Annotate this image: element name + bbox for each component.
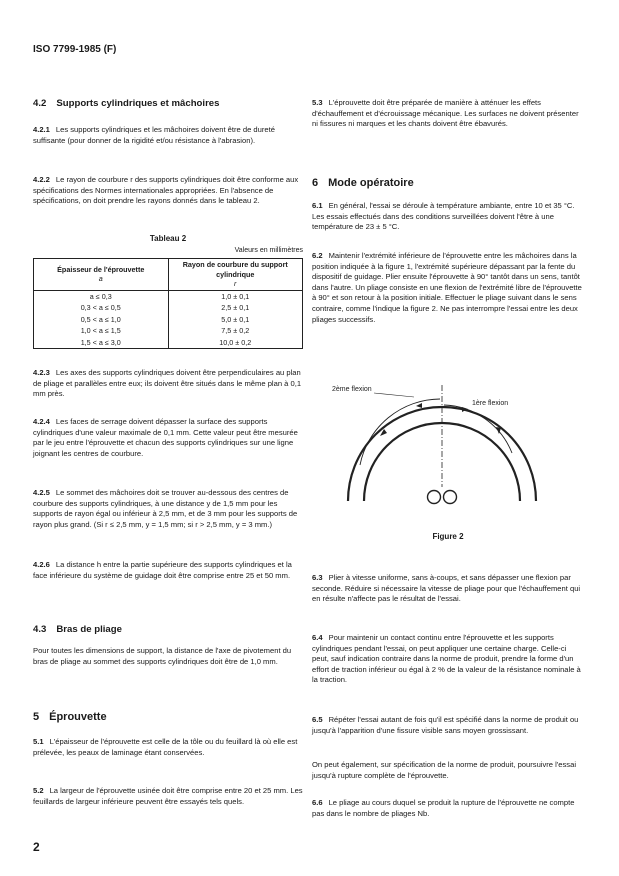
cell-thickness: 0,5 < a ≤ 1,0 — [34, 314, 169, 326]
table-row — [34, 314, 303, 326]
paragraph-5-1: 5.1 L'épaisseur de l'éprouvette est celle de la tôle ou du feuillard là où elle est prélevée, les peaux de laminage étant conservées. — [33, 737, 298, 757]
page-header: ISO 7799-1985 (F) — [33, 44, 117, 55]
table-row — [34, 337, 303, 349]
table-row — [34, 302, 303, 314]
table-2-grid — [33, 258, 303, 349]
paragraph-4-3: Pour toutes les dimensions de support, la distance de l'axe de pivotement du bras de pliage au sommet des supports cylindriques doit être de 1,0 mm. — [33, 646, 292, 666]
figure-2-caption: Figure 2 — [432, 532, 464, 541]
table-row — [34, 325, 303, 337]
paragraph-6-3: 6.3 Plier à vitesse uniforme, sans à-coups, et sans dépasser une flexion par seconde. Réduire si nécessaire la vitesse de pliage pour que l'échauffement qui en résulte n'affecte pas le résultat de l'essai. — [312, 573, 581, 604]
cell-radius: 2,5 ± 0,1 — [168, 302, 303, 314]
paragraph-4-2-4: 4.2.4 Les faces de serrage doivent dépasser la surface des supports cylindriques d'une valeur maximale de 0,1 mm. Cette valeur peut être mesurée par le jeu entre l'éprouvette et chacun des supports cylindriques sur une ligne joignant les centres de courbure. — [33, 417, 298, 458]
cell-thickness: 1,0 < a ≤ 1,5 — [34, 325, 169, 337]
paragraph-6-4: 6.4 Pour maintenir un contact continu entre l'éprouvette et les supports cylindriques pendant l'essai, on peut appliquer une certaine charge. Celle-ci peut, sauf indication contraire dans la norme de produit, prendre la forme d'un effort de traction inférieur ou égal à 2 % de la valeur de la résistance nominale à la traction. — [312, 633, 581, 685]
table-2-units: Valeurs en millimètres — [234, 247, 303, 254]
paragraph-6-1: 6.1 En général, l'essai se déroule à température ambiante, entre 10 et 35 °C. Les essais effectués dans des conditions surveillées doivent l'être à une température de 23 ± 5 °C. — [312, 201, 575, 232]
paragraph-5-3: 5.3 L'éprouvette doit être préparée de manière à atténuer les effets d'échauffement et d'écrouissage mécanique. Les surfaces ne doivent présenter ni fissures ni marques et les chants doivent être ébavurés. — [312, 98, 579, 129]
cell-radius: 5,0 ± 0,1 — [168, 314, 303, 326]
figure-2-diagram — [312, 375, 584, 525]
cell-radius: 10,0 ± 0,2 — [168, 337, 303, 349]
page-number: 2 — [33, 840, 40, 854]
paragraph-4-2-2: 4.2.2 Le rayon de courbure r des supports cylindriques doit être conforme aux spécifications des Normes internationales appropriées. En l'absence de spécifications, on doit prendre les rayons donnés dans le tableau 2. — [33, 175, 299, 206]
paragraph-5-2: 5.2 La largeur de l'éprouvette usinée doit être comprise entre 20 et 25 mm. Les feuillards de largeur inférieure peuvent être essayés tels quels. — [33, 786, 303, 806]
second-flexion-arrowhead-2 — [416, 403, 422, 408]
paragraph-6-5-note: On peut également, sur spécification de la norme de produit, poursuivre l'essai jusqu'à rupture complète de l'éprouvette. — [312, 760, 577, 780]
section-4-3-heading: 4.3 Bras de pliage — [33, 624, 122, 635]
paragraph-6-5: 6.5 Répéter l'essai autant de fois qu'il est spécifié dans la norme de produit ou jusqu'à l'apparition d'une fissure visible sans moyen grossissant. — [312, 715, 579, 735]
paragraph-4-2-3: 4.2.3 Les axes des supports cylindriques doivent être perpendiculaires au plan de pliage et parallèles entre eux; ils doivent être situés dans le même plan à 0,1 mm près. — [33, 368, 302, 399]
table-2 — [33, 258, 303, 349]
cell-thickness: 1,5 < a ≤ 3,0 — [34, 337, 169, 349]
label-first-flexion: 1ère flexion — [472, 400, 509, 407]
paragraph-4-2-1: 4.2.1 Les supports cylindriques et les mâchoires doivent être de dureté suffisante (pour donner de la rigidité et/ou résistance à l'abrasion). — [33, 125, 275, 145]
section-4-2-heading: 4.2 Supports cylindriques et mâchoires — [33, 98, 220, 109]
paragraph-4-2-6: 4.2.6 La distance h entre la partie supérieure des supports cylindriques et la face inférieure du système de guidage doit être comprise entre 25 et 50 mm. — [33, 560, 292, 580]
jaw-circle-right — [444, 491, 457, 504]
paragraph-6-2: 6.2 Maintenir l'extrémité inférieure de l'éprouvette entre les mâchoires dans la position indiquée à la figure 1, l'extrémité supérieure dépassant par la fente du dispositif de guidage. Plier ensuite l'éprouvette à 90° tantôt dans un sens, tantôt dans l'autre. Un pliage consiste en une flexion de l'extrémité libre de l'éprouvette à 90° et son retour à la position initiale. Effectuer le pliage suivant dans le sens contraire, comme l'indique la figure 2. Ne pas interrompre l'essai entre les deux pliages successifs. — [312, 251, 582, 324]
col-header-radius: Rayon de courbure du support cylindrique r — [168, 259, 303, 291]
second-flexion-leader — [374, 393, 414, 397]
table-2-title: Tableau 2 — [149, 234, 187, 243]
cell-radius: 7,5 ± 0,2 — [168, 325, 303, 337]
jaw-circle-left — [428, 491, 441, 504]
cell-radius: 1,0 ± 0,1 — [168, 290, 303, 302]
section-5-heading: 5 Éprouvette — [33, 711, 107, 723]
cell-thickness: 0,3 < a ≤ 0,5 — [34, 302, 169, 314]
col-header-thickness: Épaisseur de l'éprouvette a — [34, 259, 169, 291]
label-second-flexion: 2ème flexion — [332, 386, 372, 393]
section-6-heading: 6 Mode opératoire — [312, 177, 414, 189]
table-row — [34, 290, 303, 302]
paragraph-6-6: 6.6 Le pliage au cours duquel se produit la rupture de l'éprouvette ne compte pas dans le nombre de pliages Nb. — [312, 798, 575, 818]
cell-thickness: a ≤ 0,3 — [34, 290, 169, 302]
paragraph-4-2-5: 4.2.5 Le sommet des mâchoires doit se trouver au-dessous des centres de courbure des supports cylindriques, à une distance y de 1,5 mm pour les supports de rayon égal ou inférieur à 2,5 mm, et de 3 mm pour les supports de rayon plus grand. (Si r ≤ 2,5 mm, y = 1,5 mm; si r > 2,5 mm, y = 3 mm.) — [33, 488, 298, 529]
